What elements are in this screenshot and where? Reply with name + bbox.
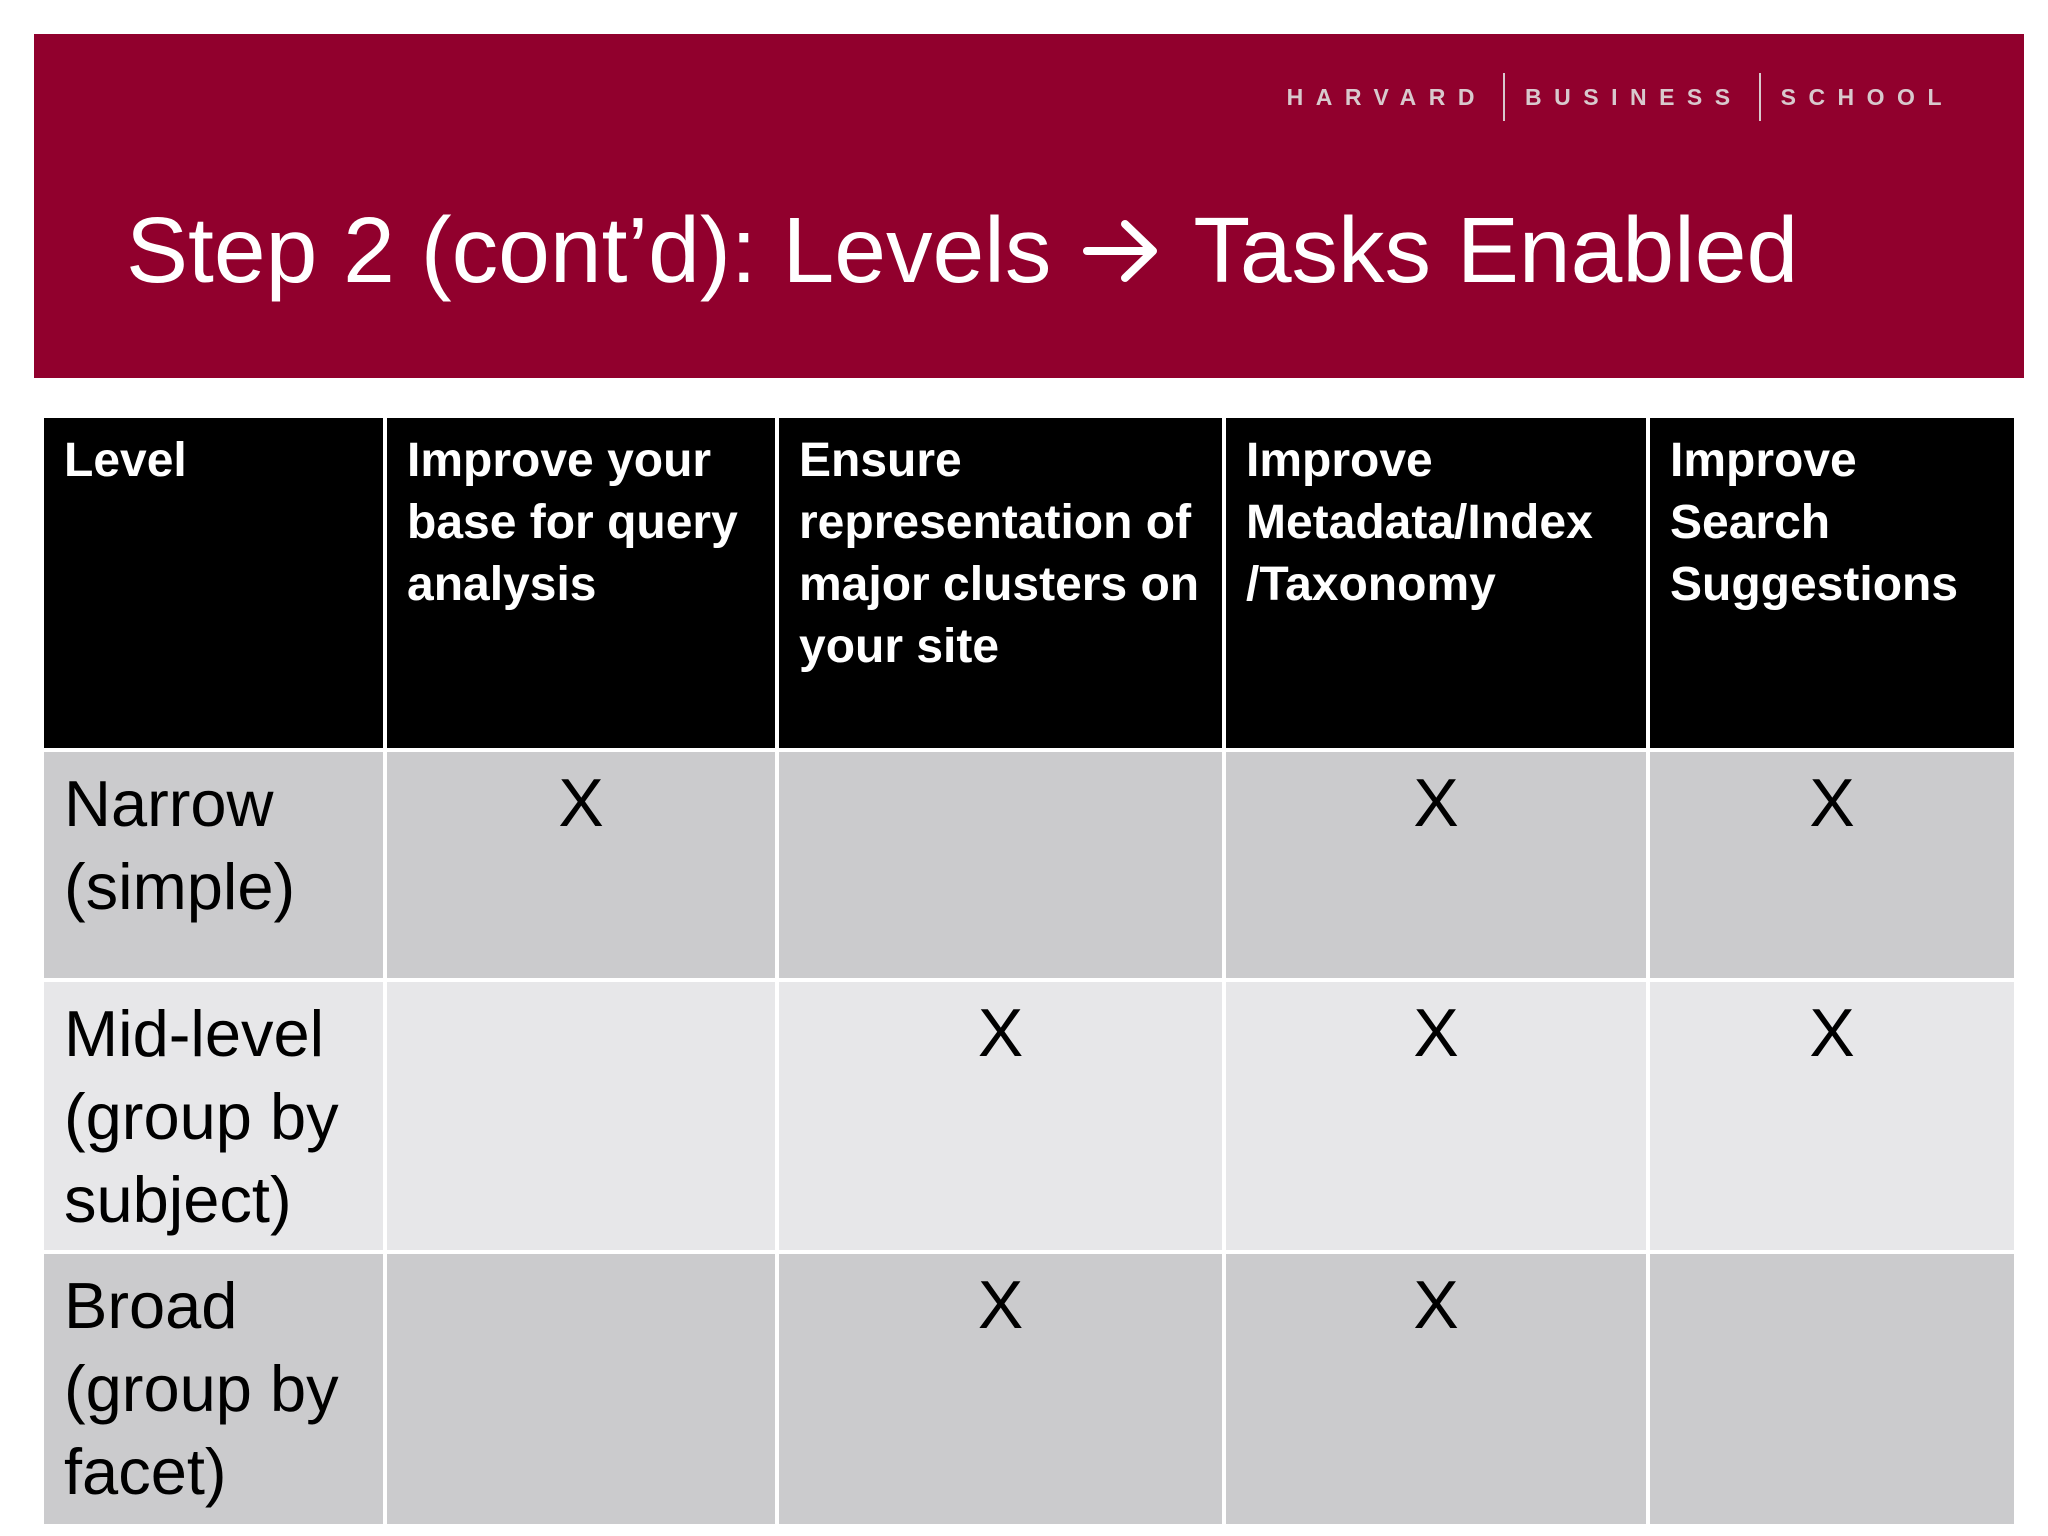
cell-mark: X [1226,1254,1646,1524]
cell-mark: X [1650,752,2014,978]
right-arrow-icon [1083,216,1163,286]
logo-divider [1759,73,1761,121]
levels-tasks-table [44,418,1998,1512]
header-search-suggestions: Improve Search Suggestions [1650,418,2014,748]
row-label-broad: Broad (group by facet) [44,1254,383,1524]
cell-mark: X [1226,752,1646,978]
logo-word-business: BUSINESS [1525,83,1743,110]
header-metadata-taxonomy: Improve Metadata/Index /Taxonomy [1226,418,1646,748]
title-text-levels: Step 2 (cont’d): Levels [126,198,1052,302]
header-cluster-representation: Ensure representation of major clusters on your site [779,418,1222,748]
cell-mark: X [1650,982,2014,1250]
slide-title [126,198,1799,302]
cell-mark: X [387,752,775,978]
cell-mark [779,752,1222,978]
logo-word-school: SCHOOL [1780,83,1954,110]
row-label-mid-level: Mid-level (group by subject) [44,982,383,1250]
title-banner [34,34,2024,378]
logo-word-harvard: HARVARD [1286,83,1488,110]
title-text-tasks: Tasks Enabled [1193,198,1799,302]
header-level: Level [44,418,383,748]
row-label-narrow: Narrow (simple) [44,752,383,978]
cell-mark [387,982,775,1250]
logo-divider [1503,73,1505,121]
cell-mark [387,1254,775,1524]
cell-mark: X [1226,982,1646,1250]
cell-mark [1650,1254,2014,1524]
hbs-logo [1281,72,1960,122]
header-query-analysis: Improve your base for query analysis [387,418,775,748]
cell-mark: X [779,982,1222,1250]
cell-mark: X [779,1254,1222,1524]
